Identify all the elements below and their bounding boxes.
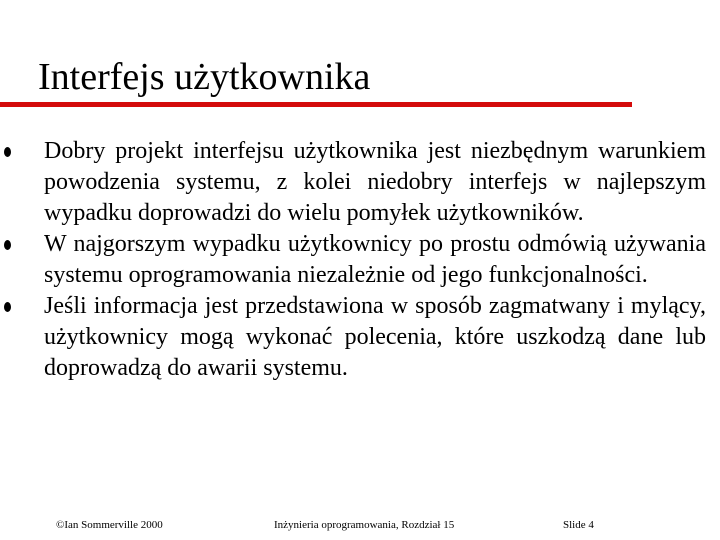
slide-title: Interfejs użytkownika <box>38 56 371 98</box>
footer-copyright: ©Ian Sommerville 2000 <box>56 519 163 531</box>
bullet-dot-icon <box>4 302 11 312</box>
bullet-text: W najgorszym wypadku użytkownicy po prostu odmówią używania systemu oprogramowania niezależnie od jego funkcjonalności. <box>44 231 706 288</box>
bullet-dot-icon <box>4 240 11 250</box>
bullet-item <box>44 136 706 229</box>
title-underline <box>0 102 632 107</box>
bullet-text: Jeśli informacja jest przedstawiona w sposób zagmatwany i mylący, użytkownicy mogą wykonać polecenia, które uszkodzą dane lub doprowadzą do awarii systemu. <box>44 293 706 381</box>
bullet-item <box>44 229 706 291</box>
bullet-dot-icon <box>4 147 11 157</box>
bullet-item <box>44 291 706 384</box>
footer-slide-number: Slide 4 <box>563 519 594 531</box>
bullet-list <box>44 136 706 384</box>
bullet-text: Dobry projekt interfejsu użytkownika jest niezbędnym warunkiem powodzenia systemu, z kolei niedobry interfejs w najlepszym wypadku doprowadzi do wielu pomyłek użytkowników. <box>44 138 706 226</box>
footer-course: Inżynieria oprogramowania, Rozdział 15 <box>274 519 455 531</box>
